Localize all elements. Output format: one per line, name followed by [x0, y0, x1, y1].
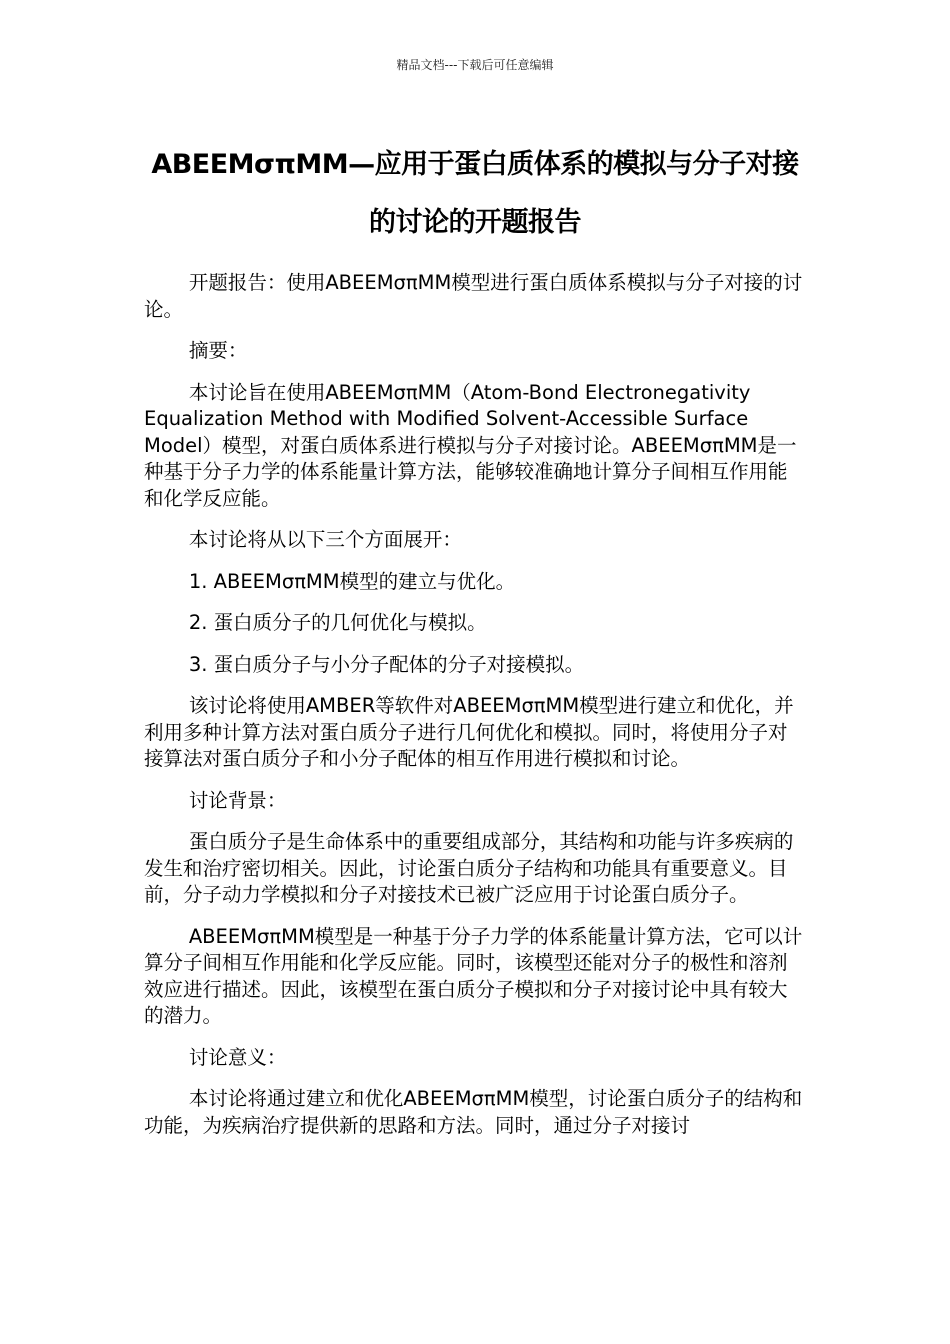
list-item: 2. 蛋白质分子的几何优化与模拟。 [188, 611, 487, 634]
model-paragraph: ABEEMσπMM模型是一种基于分子力学的体系能量计算方法，它可以计算分子间相互作用能和化学反应能。同时，该模型还能对分子的极性和溶剂效应进行描述。因此，该模型在蛋白质分子模拟和分子对接讨论中具有较大的潜力。 [144, 924, 803, 1027]
intro-paragraph: 开题报告：使用ABEEMσπMM模型进行蛋白质体系模拟与分子对接的讨论。 [144, 271, 803, 321]
section-heading-abstract: 摘要： [188, 339, 248, 362]
document-body [144, 270, 806, 1154]
section-heading-background: 讨论背景： [188, 788, 287, 812]
aspects-intro-paragraph: 本讨论将从以下三个方面展开： [188, 528, 462, 551]
significance-paragraph: 本讨论将通过建立和优化ABEEMσπMM模型，讨论蛋白质分子的结构和功能，为疾病治疗提供新的思路和方法。同时，通过分子对接讨 [144, 1087, 803, 1137]
document-title: ABEEMσπMM—应用于蛋白质体系的模拟与分子对接的讨论的开题报告 [151, 149, 799, 238]
page-header: 精品文档---下载后可任意编辑 [396, 58, 554, 72]
list-item: 3. 蛋白质分子与小分子配体的分子对接模拟。 [188, 652, 585, 676]
abstract-paragraph: 本讨论旨在使用ABEEMσπMM（Atom-Bond Electronegativity Equalization Method with Modified Solvent-Accessible Surface Model）模型，对蛋白质体系进行模拟与分子对接讨论。ABEEMσπMM是一种基于分子力学的体系能量计算方法，能够较准确地计算分子间相互作用能和化学反应能。 [144, 380, 797, 510]
section-heading-significance: 讨论意义： [188, 1045, 287, 1069]
list-item: 1. ABEEMσπMM模型的建立与优化。 [188, 569, 516, 593]
background-paragraph: 蛋白质分子是生命体系中的重要组成部分，其结构和功能与许多疾病的发生和治疗密切相关。因此，讨论蛋白质分子结构和功能具有重要意义。目前，分子动力学模拟和分子对接技术已被广泛应用于讨论蛋白质分子。 [144, 830, 794, 906]
method-paragraph: 该讨论将使用AMBER等软件对ABEEMσπMM模型进行建立和优化，并利用多种计算方法对蛋白质分子进行几何优化和模拟。同时，将使用分子对接算法对蛋白质分子和小分子配体的相互作用进行模拟和讨论。 [144, 694, 794, 770]
